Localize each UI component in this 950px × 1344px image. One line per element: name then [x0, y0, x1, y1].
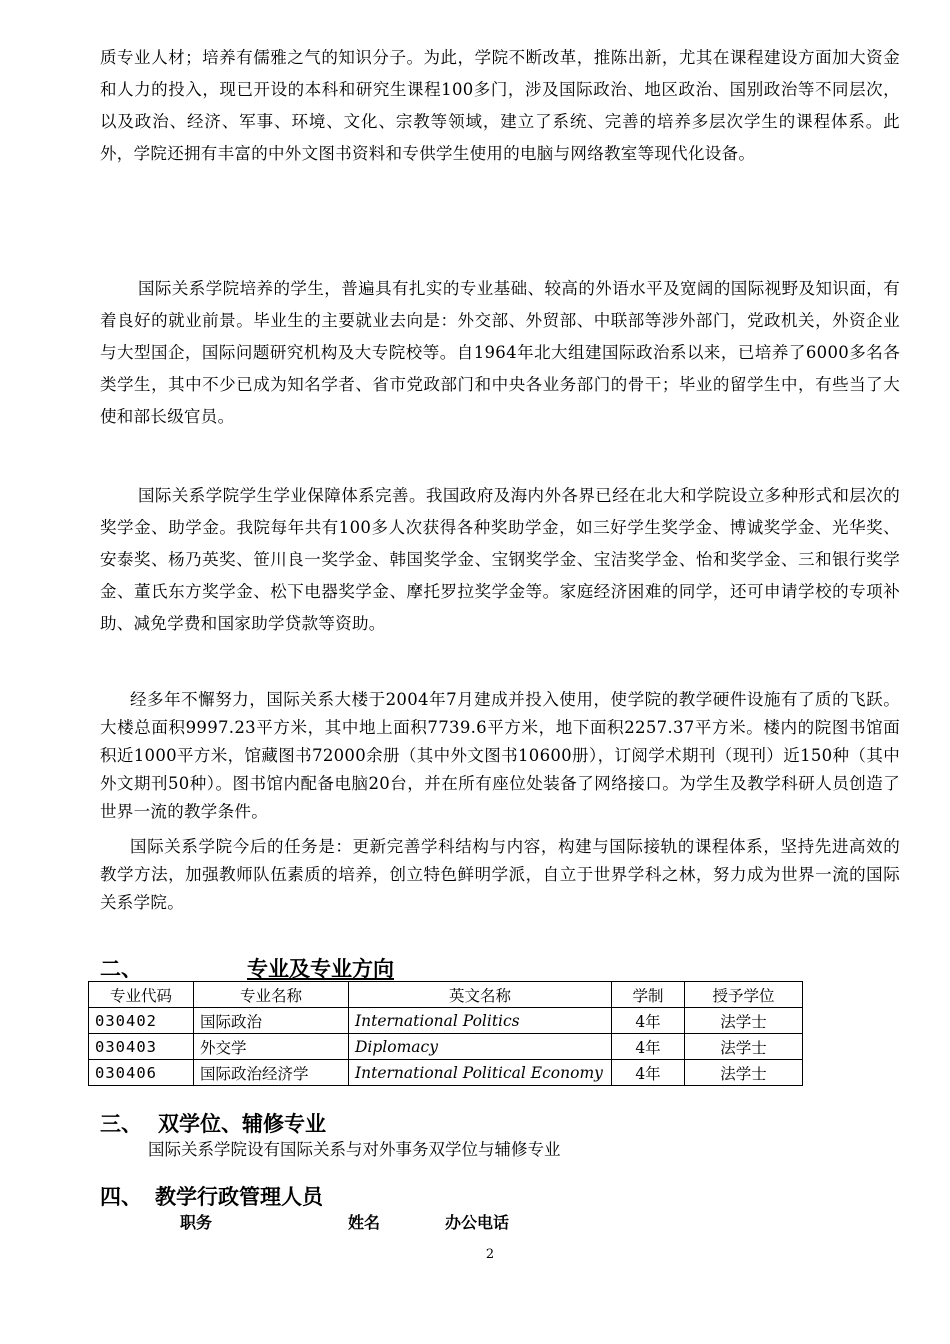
majors-table [88, 981, 803, 1086]
cell-degree: 法学士 [685, 1008, 803, 1034]
section-title: 双学位、辅修专业 [158, 1112, 326, 1136]
paragraph-scholarships: 国际关系学院学生学业保障体系完善。我国政府及海内外各界已经在北大和学院设立多种形式和层次的奖学金、助学金。我院每年共有100多人次获得各种奖助学金，如三好学生奖学金、博诚奖学金、光华奖、安泰奖、杨乃英奖、笹川良一奖学金、韩国奖学金、宝钢奖学金、宝洁奖学金、怡和奖学金、三和银行奖学金、董氏东方奖学金、松下电器奖学金、摩托罗拉奖学金等。家庭经济困难的同学，还可申请学校的专项补助、减免学费和国家助学贷款等资助。 [100, 486, 900, 633]
double-degree-description: 国际关系学院设有国际关系与对外事务双学位与辅修专业 [148, 1140, 561, 1159]
cell-duration: 4年 [612, 1008, 685, 1034]
column-header-code: 专业代码 [89, 982, 194, 1008]
cell-name: 国际政治 [194, 1008, 349, 1034]
section-number: 三、 [100, 1112, 142, 1136]
cell-english-name: Diplomacy [349, 1034, 612, 1060]
column-header-office-phone: 办公电话 [445, 1213, 510, 1232]
cell-english-name: International Political Economy [349, 1060, 612, 1086]
section-heading-majors [100, 953, 394, 983]
table-row [89, 1060, 803, 1086]
section-number: 四、 [100, 1185, 142, 1209]
paragraph-building: 经多年不懈努力，国际关系大楼于2004年7月建成并投入使用，使学院的教学硬件设施有了质的飞跃。大楼总面积9997.23平方米，其中地上面积7739.6平方米，地下面积2257.37平方米。楼内的院图书馆面积近1000平方米，馆藏图书72000余册（其中外文图书10600册），订阅学术期刊（现刊）近150种（其中外文期刊50种）。图书馆内配备电脑20台，并在所有座位处装备了网络接口。为学生及教学科研人员创造了世界一流的教学条件。 [100, 690, 900, 821]
page-number: 2 [485, 1247, 495, 1262]
section-title: 教学行政管理人员 [155, 1185, 323, 1209]
cell-duration: 4年 [612, 1060, 685, 1086]
cell-name: 外交学 [194, 1034, 349, 1060]
section-heading-double-degree [100, 1108, 326, 1138]
column-header-english-name: 英文名称 [349, 982, 612, 1008]
cell-code: 030403 [89, 1034, 194, 1060]
table-row [89, 1008, 803, 1034]
section-title: 专业及专业方向 [247, 957, 394, 981]
cell-code: 030406 [89, 1060, 194, 1086]
cell-duration: 4年 [612, 1034, 685, 1060]
table-header-row [89, 982, 803, 1008]
paragraph-future-tasks: 国际关系学院今后的任务是：更新完善学科结构与内容，构建与国际接轨的课程体系，坚持先进高效的教学方法，加强教师队伍素质的培养，创立特色鲜明学派，自立于世界学科之林，努力成为世界一流的国际关系学院。 [100, 837, 900, 912]
cell-english-name: International Politics [349, 1008, 612, 1034]
paragraph-employment: 国际关系学院培养的学生，普遍具有扎实的专业基础、较高的外语水平及宽阔的国际视野及知识面，有着良好的就业前景。毕业生的主要就业去向是：外交部、外贸部、中联部等涉外部门，党政机关，外资企业与大型国企，国际问题研究机构及大专院校等。自1964年北大组建国际政治系以来，已培养了6000多名各类学生，其中不少已成为知名学者、省市党政部门和中央各业务部门的骨干；毕业的留学生中，有些当了大使和部长级官员。 [100, 279, 900, 426]
cell-degree: 法学士 [685, 1060, 803, 1086]
section-number: 二、 [100, 957, 142, 981]
paragraph-curriculum: 质专业人材；培养有儒雅之气的知识分子。为此，学院不断改革，推陈出新，尤其在课程建设方面加大资金和人力的投入，现已开设的本科和研究生课程100多门，涉及国际政治、地区政治、国别政治等不同层次，以及政治、经济、军事、环境、文化、宗教等领域，建立了系统、完善的培养多层次学生的课程体系。此外，学院还拥有丰富的中外文图书资料和专供学生使用的电脑与网络教室等现代化设备。 [100, 48, 900, 163]
column-header-degree: 授予学位 [685, 982, 803, 1008]
cell-code: 030402 [89, 1008, 194, 1034]
column-header-position: 职务 [180, 1213, 213, 1232]
table-row [89, 1034, 803, 1060]
column-header-name: 专业名称 [194, 982, 349, 1008]
cell-degree: 法学士 [685, 1034, 803, 1060]
section-heading-admin-staff [100, 1181, 323, 1211]
column-header-duration: 学制 [612, 982, 685, 1008]
cell-name: 国际政治经济学 [194, 1060, 349, 1086]
column-header-staff-name: 姓名 [348, 1213, 381, 1232]
